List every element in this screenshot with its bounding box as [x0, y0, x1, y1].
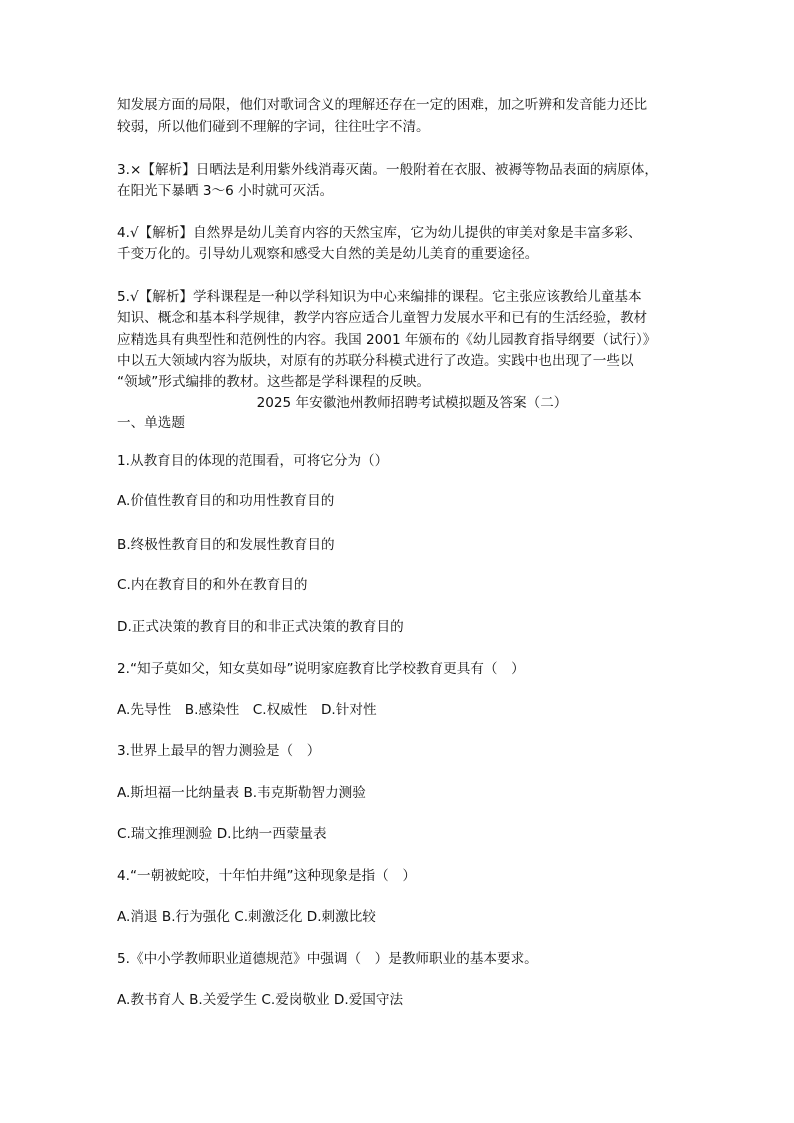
question-1-option: D.正式决策的教育目的和非正式决策的教育目的 — [117, 619, 404, 635]
question-3-options: C.瑞文推理测验 D.比纳一西蒙量表 — [117, 826, 327, 842]
question-5-options: A.教书育人 B.关爱学生 C.爱岗敬业 D.爱国守法 — [117, 992, 404, 1008]
question-1-option: C.内在教育目的和外在教育目的 — [117, 577, 308, 593]
section-title: 2025 年安徽池州教师招聘考试模拟题及答案（二） — [256, 395, 568, 411]
question-3-options: A.斯坦福一比纳量表 B.韦克斯勒智力测验 — [117, 785, 366, 801]
answer-5-line: 中以五大领域内容为版块，对原有的苏联分科模式进行了改造。实践中也出现了一些以 — [117, 353, 634, 369]
question-1-option: B.终极性教育目的和发展性教育目的 — [117, 537, 335, 553]
question-4-stem: 4.“一朝被蛇咬，十年怕井绳”这种现象是指（ ） — [117, 868, 416, 884]
question-1-option: A.价值性教育目的和功用性教育目的 — [117, 493, 335, 509]
answer-text-line: 较弱，所以他们碰到不理解的字词，往往吐字不清。 — [117, 119, 430, 135]
answer-3-line: 3.×【解析】日晒法是利用紫外线消毒灭菌。一般附着在衣服、被褥等物品表面的病原体， — [117, 162, 658, 178]
question-3-stem: 3.世界上最早的智力测验是（ ） — [117, 743, 321, 759]
answer-5-line: 5.√【解析】学科课程是一种以学科知识为中心来编排的课程。它主张应该教给儿童基本 — [117, 289, 642, 305]
section-heading: 一、单选题 — [117, 415, 185, 431]
answer-4-line: 4.√【解析】自然界是幼儿美育内容的天然宝库，它为幼儿提供的审美对象是丰富多彩、 — [117, 225, 642, 241]
answer-3-line: 在阳光下暴晒 3～6 小时就可灭活。 — [117, 183, 334, 199]
question-2-stem: 2.“知子莫如父，知女莫如母”说明家庭教育比学校教育更具有（ ） — [117, 661, 525, 677]
answer-5-line: 应精选具有典型性和范例性的内容。我国 2001 年颁布的《幼儿园教育指导纲要（试行）》 — [117, 332, 657, 348]
question-2-options: A.先导性 B.感染性 C.权威性 D.针对性 — [117, 702, 377, 718]
answer-5-line: 知识、概念和基本科学规律，教学内容应适合儿童智力发展水平和已有的生活经验，教材 — [117, 310, 648, 326]
question-4-options: A.消退 B.行为强化 C.刺激泛化 D.刺激比较 — [117, 909, 376, 925]
answer-text-line: 知发展方面的局限，他们对歌词含义的理解还存在一定的困难，加之听辨和发音能力还比 — [117, 97, 648, 113]
answer-5-line: “领域”形式编排的教材。这些都是学科课程的反映。 — [117, 374, 431, 390]
question-1-stem: 1.从教育目的体现的范围看，可将它分为（） — [117, 453, 389, 469]
question-5-stem: 5.《中小学教师职业道德规范》中强调（ ）是教师职业的基本要求。 — [117, 951, 538, 967]
answer-4-line: 千变万化的。引导幼儿观察和感受大自然的美是幼儿美育的重要途径。 — [117, 246, 539, 262]
